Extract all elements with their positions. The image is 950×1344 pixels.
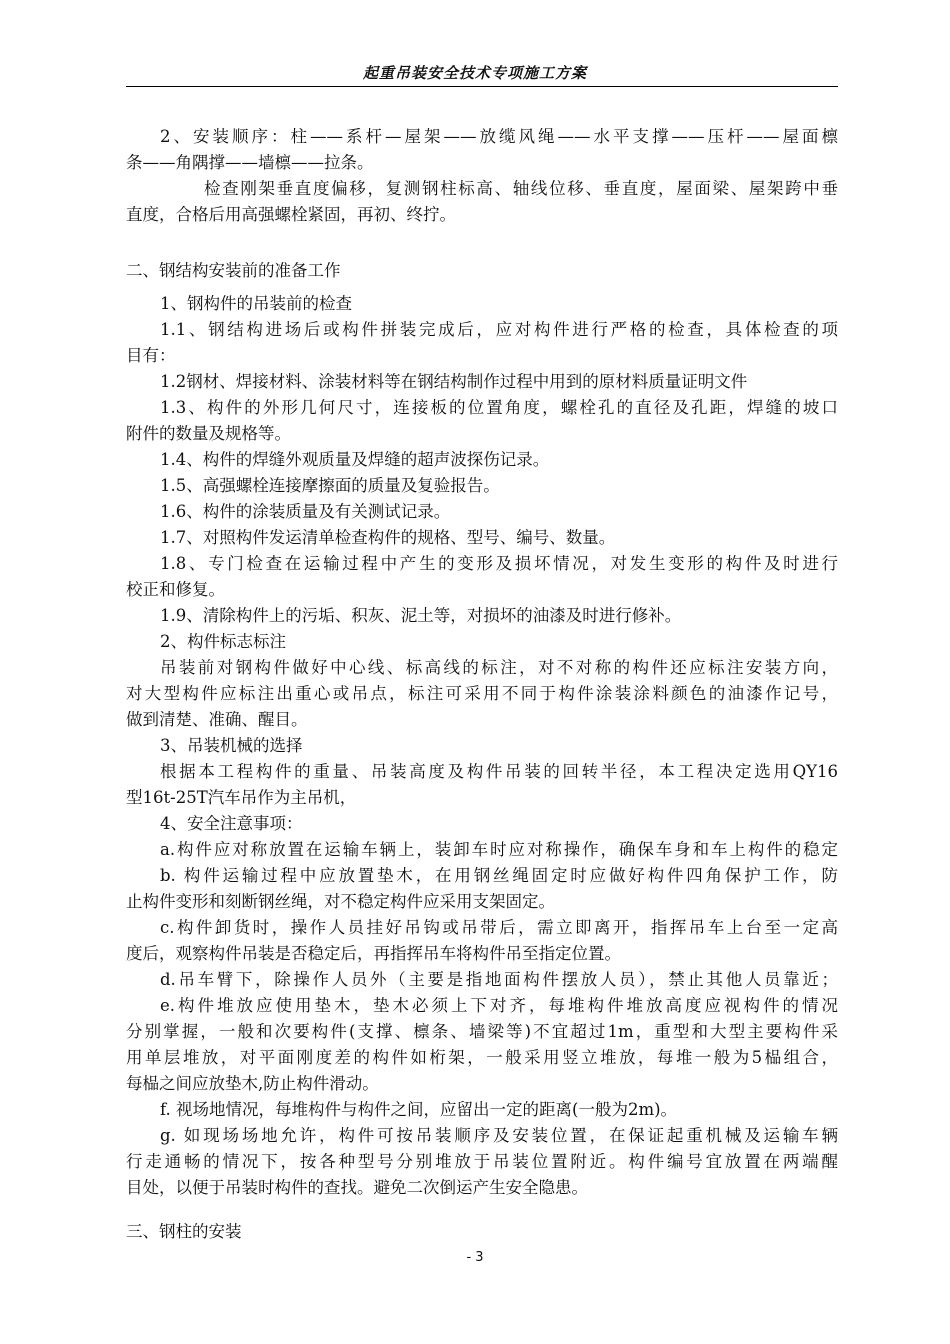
text-line: 每榀之间应放垫木,防止构件滑动。 xyxy=(126,1074,379,1093)
text-line: c.构件卸货时，操作人员挂好吊钩或吊带后，需立即离开，指挥吊车上台至一定高 xyxy=(160,918,838,937)
text-line: e.构件堆放应使用垫木，垫木必须上下对齐，每堆构件堆放高度应视构件的情况 xyxy=(160,996,838,1015)
text-line: 1.8、专门检查在运输过程中产生的变形及损坏情况，对发生变形的构件及时进行 xyxy=(160,554,838,573)
text-line: 1.6、构件的涂装质量及有关测试记录。 xyxy=(160,502,451,521)
text-line: 行走通畅的情况下，按各种型号分别堆放于吊装位置附近。构件编号宜放置在两端醒 xyxy=(126,1152,838,1171)
text-line: a.构件应对称放置在运输车辆上，装卸车时应对称操作，确保车身和车上构件的稳定 xyxy=(160,840,838,859)
text-line: b. 构件运输过程中应放置垫木，在用钢丝绳固定时应做好构件四角保护工作，防 xyxy=(160,866,838,885)
text-line: 做到清楚、准确、醒目。 xyxy=(126,710,308,729)
text-line: 对大型构件应标注出重心或吊点，标注可采用不同于构件涂装涂料颜色的油漆作记号， xyxy=(126,684,838,703)
text-line: 1.2钢材、焊接材料、涂装材料等在钢结构制作过程中用到的原材料质量证明文件 xyxy=(160,372,748,391)
text-line: 校正和修复。 xyxy=(126,580,225,599)
text-line: 1.9、清除构件上的污垢、积灰、泥土等，对损坏的油漆及时进行修补。 xyxy=(160,606,682,625)
section-heading: 三、钢柱的安装 xyxy=(126,1222,242,1241)
text-line: 目有： xyxy=(126,346,176,365)
text-line: 1.5、高强螺栓连接摩擦面的质量及复验报告。 xyxy=(160,476,500,495)
subsection-heading: 4、安全注意事项： xyxy=(160,814,303,833)
text-line: 吊装前对钢构件做好中心线、标高线的标注，对不对称的构件还应标注安装方向， xyxy=(160,658,838,677)
header-divider xyxy=(126,86,838,87)
section-heading: 二、钢结构安装前的准备工作 xyxy=(126,261,341,280)
text-line: 型16t-25T汽车吊作为主吊机， xyxy=(126,788,357,807)
text-line: 度后，观察构件吊装是否稳定后，再指挥吊车将构件吊至指定位置。 xyxy=(126,944,621,963)
text-line: 2、安装顺序：柱——系杆—屋架——放缆风绳——水平支撑——压杆——屋面檩 xyxy=(160,127,838,146)
subsection-heading: 2、构件标志标注 xyxy=(160,632,286,651)
text-line: 附件的数量及规格等。 xyxy=(126,424,291,443)
text-line: 根据本工程构件的重量、吊装高度及构件吊装的回转半径，本工程决定选用QY16 xyxy=(160,762,838,781)
text-line: 1.3、构件的外形几何尺寸，连接板的位置角度，螺栓孔的直径及孔距，焊缝的坡口 xyxy=(160,398,838,417)
page-header-title: 起重吊装安全技术专项施工方案 xyxy=(362,64,587,82)
text-line: 条——角隅撑——墙檩——拉条。 xyxy=(126,153,374,172)
text-line: 1.7、对照构件发运清单检查构件的规格、型号、编号、数量。 xyxy=(160,528,616,547)
text-line: 检查刚架垂直度偏移，复测钢柱标高、轴线位移、垂直度，屋面梁、屋架跨中垂 xyxy=(204,179,838,198)
page-number: - 3 xyxy=(466,1250,484,1265)
text-line: f. 视场地情况，每堆构件与构件之间，应留出一定的距离(一般为2m)。 xyxy=(160,1100,678,1119)
text-line: 分别掌握，一般和次要构件(支撑、檩条、墙梁等)不宜超过1m，重型和大型主要构件采 xyxy=(126,1022,838,1041)
subsection-heading: 3、吊装机械的选择 xyxy=(160,736,303,755)
subsection-heading: 1、钢构件的吊装前的检查 xyxy=(160,294,352,313)
text-line: 1.4、构件的焊缝外观质量及焊缝的超声波探伤记录。 xyxy=(160,450,550,469)
text-line: 止构件变形和刻断钢丝绳，对不稳定构件应采用支架固定。 xyxy=(126,892,555,911)
text-line: 1.1、钢结构进场后或构件拼装完成后，应对构件进行严格的检查，具体检查的项 xyxy=(160,320,838,339)
text-line: g. 如现场场地允许，构件可按吊装顺序及安装位置，在保证起重机械及运输车辆 xyxy=(160,1126,838,1145)
text-line: 目处，以便于吊装时构件的查找。避免二次倒运产生安全隐患。 xyxy=(126,1178,588,1197)
text-line: 用单层堆放，对平面刚度差的构件如桁架，一般采用竖立堆放，每堆一般为5榀组合， xyxy=(126,1048,838,1067)
text-line: 直度，合格后用高强螺栓紧固，再初、终拧。 xyxy=(126,205,456,224)
text-line: d.吊车臂下，除操作人员外（主要是指地面构件摆放人员），禁止其他人员靠近； xyxy=(160,970,838,989)
